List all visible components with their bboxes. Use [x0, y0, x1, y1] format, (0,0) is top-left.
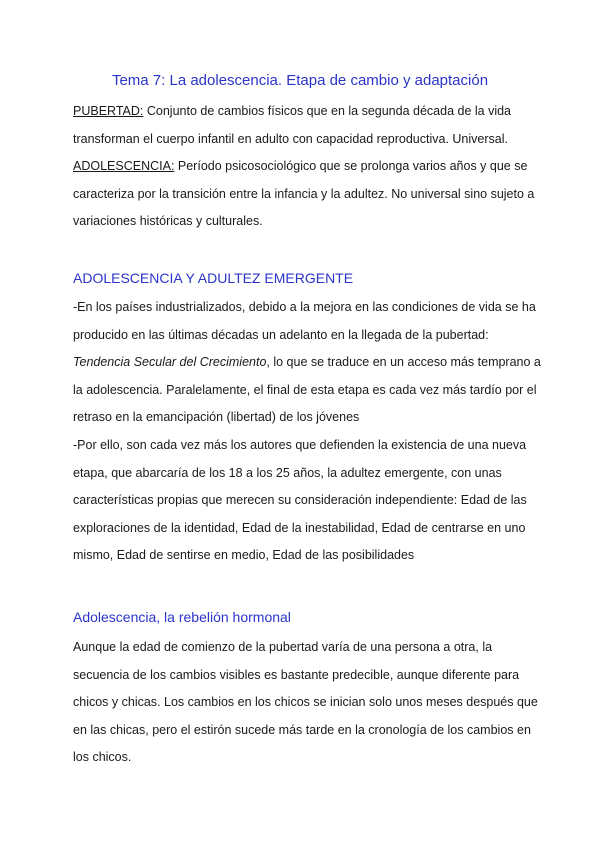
definitions-block — [73, 98, 533, 236]
paragraph-line: exploraciones de la identidad, Edad de la inestabilidad, Edad de centrarse en uno — [73, 520, 526, 535]
paragraph-line: -Por ello, son cada vez más los autores que defienden la existencia de una nueva — [73, 437, 527, 452]
paragraph-line: chicos y chicas. Los cambios en los chicos se inician solo unos meses después que — [73, 695, 538, 710]
paragraph-line: características propias que merecen su consideración independiente: Edad de las — [73, 493, 527, 508]
pubertad-line-1 — [73, 98, 533, 126]
italic-term: Tendencia Secular del Crecimiento — [73, 355, 267, 370]
paragraph-line: -En los países industrializados, debido a la mejora en las condiciones de vida se ha — [73, 300, 536, 314]
pubertad-text-1: Conjunto de cambios físicos que en la segunda década de la vida — [143, 104, 511, 118]
paragraph-line: producido en las últimas décadas un adelanto en la llegada de la pubertad: — [73, 327, 489, 342]
paragraph-line: etapa, que abarcaría de los 18 a los 25 años, la adultez emergente, con unas — [73, 465, 502, 480]
adolescencia-line-2: caracteriza por la transición entre la infancia y la adultez. No universal sino sujeto a — [73, 186, 535, 201]
section-body-adultez — [73, 294, 541, 570]
adolescencia-term: ADOLESCENCIA: — [73, 159, 175, 174]
section-heading-rebelion: Adolescencia, la rebelión hormonal — [73, 609, 291, 625]
paragraph-line: la adolescencia. Paralelamente, el final de esta etapa es cada vez más tardío por el — [73, 382, 537, 397]
paragraph-line: Aunque la edad de comienzo de la pubertad varía de una persona a otra, la — [73, 640, 493, 654]
paragraph-line: en las chicas, pero el estirón sucede más tarde en la cronología de los cambios en — [73, 722, 531, 737]
adolescencia-text-1: Período psicosociológico que se prolonga varios años y que se — [174, 159, 528, 174]
paragraph-line: mismo, Edad de sentirse en medio, Edad de las posibilidades — [73, 548, 415, 563]
paragraph-line: secuencia de los cambios visibles es bastante predecible, aunque diferente para — [73, 667, 520, 682]
section-heading-adultez: ADOLESCENCIA Y ADULTEZ EMERGENTE — [73, 270, 354, 286]
pubertad-line-2: transforman el cuerpo infantil en adulto con capacidad reproductiva. Universal. — [73, 131, 508, 146]
paragraph-text: , lo que se traduce en un acceso más temprano a — [266, 355, 541, 370]
adolescencia-line-1 — [73, 153, 533, 181]
paragraph-line — [73, 349, 541, 377]
section-body-rebelion — [73, 634, 538, 772]
paragraph-line: retraso en la emancipación (libertad) de los jóvenes — [73, 410, 360, 425]
adolescencia-line-3: variaciones históricas y culturales. — [73, 214, 263, 229]
paragraph-line: los chicos. — [73, 750, 132, 765]
pubertad-term: PUBERTAD: — [73, 104, 144, 118]
page-title: Tema 7: La adolescencia. Etapa de cambio y adaptación — [111, 72, 489, 89]
